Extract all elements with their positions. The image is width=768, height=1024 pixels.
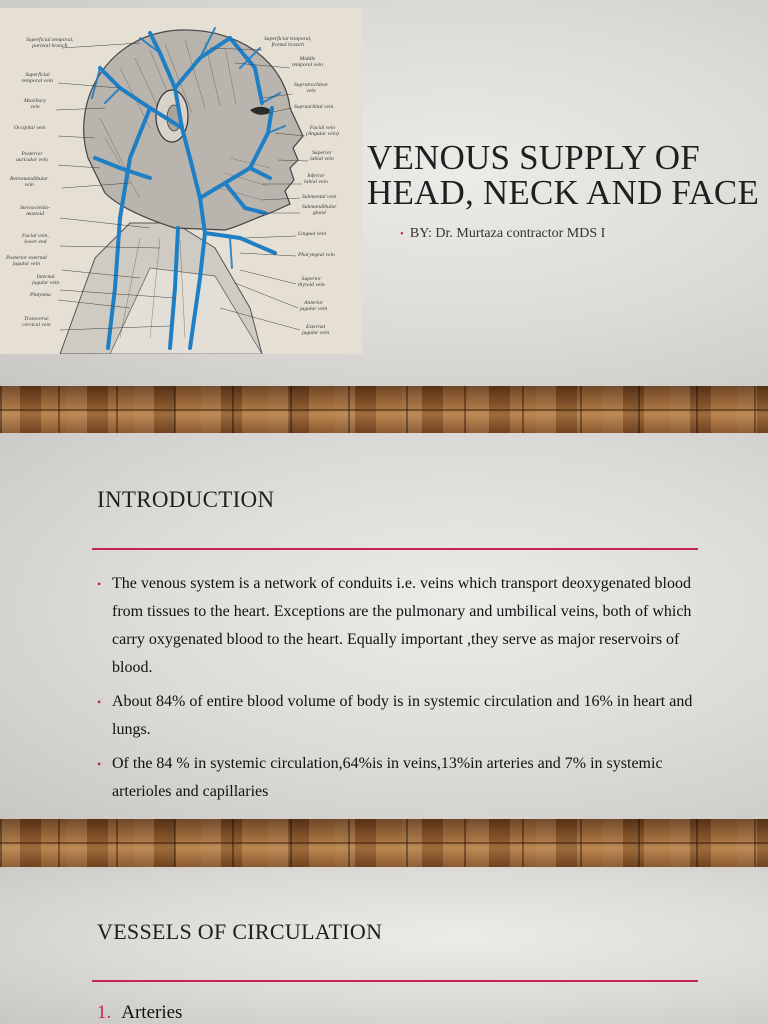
accent-rule: [92, 548, 698, 550]
title-line-2: HEAD, NECK AND FACE: [367, 173, 760, 212]
illus-label: Middle temporal vein: [292, 56, 323, 68]
wood-floor-divider: [0, 386, 768, 433]
list-item: [97, 750, 697, 806]
illus-label: Facial vein (Angular vein): [306, 125, 339, 137]
list-item-text: About 84% of entire blood volume of body is in systemic circulation and 16% in heart and lungs.: [112, 693, 693, 738]
vessels-slide: [0, 867, 768, 1024]
illus-label: Anterior jugular vein: [300, 300, 328, 312]
illus-label: Retromandibular vein: [10, 176, 49, 188]
bullet-icon: •: [97, 695, 102, 709]
bullet-icon: •: [97, 757, 102, 771]
list-item-text: Arteries: [121, 1002, 183, 1023]
list-item-text: The venous system is a network of conduits i.e. veins which transport deoxygenated blood from tissues to the heart. Exceptions are the pulmonary and umbilical veins, both of which carry oxygenated blood to the heart. Equally important ,they serve as major reservoirs of blood.: [112, 575, 692, 676]
illus-label: External jugular vein: [302, 324, 330, 336]
illus-label: Pharyngeal vein: [298, 252, 335, 258]
list-item: [97, 570, 697, 682]
list-item: [97, 1002, 182, 1024]
illus-label: Superficial temporal, frontal branch: [264, 36, 312, 48]
illus-label: Lingual vein: [298, 231, 327, 237]
slide-heading: INTRODUCTION: [97, 487, 275, 512]
illus-label: Superior thyroid vein: [298, 276, 325, 288]
illus-label: Superficial temporal vein: [22, 72, 53, 84]
accent-rule: [92, 980, 698, 982]
illus-label: Inferior labial vein: [304, 173, 328, 185]
list-number: 1.: [97, 1002, 112, 1023]
illus-label: Submandibular gland: [302, 204, 337, 216]
slide-heading: VESSELS OF CIRCULATION: [97, 919, 383, 944]
illus-label: Transverse cervical vein: [22, 316, 51, 328]
illus-label: Maxillary vein: [24, 98, 47, 110]
illus-label: Internal jugular vein: [32, 274, 60, 286]
author-byline: [400, 226, 605, 242]
illus-label: Platysma: [30, 292, 51, 298]
illus-label: Supratrochlear vein: [294, 82, 328, 94]
wood-floor-divider: [0, 819, 768, 867]
bullet-icon: •: [400, 228, 404, 240]
illus-label: Sternocleido- mastoid: [20, 205, 51, 217]
illus-label: Submental vein: [302, 194, 337, 200]
title-line-1: VENOUS SUPPLY OF: [367, 138, 700, 177]
illus-label: Superficial temporal, parietal branch: [26, 37, 74, 49]
illus-label: Supraorbital vein: [294, 104, 334, 110]
illus-label: Posterior auricular vein: [16, 151, 48, 163]
introduction-slide: [0, 433, 768, 819]
list-item: [97, 688, 697, 744]
list-item-text: Of the 84 % in systemic circulation,64%is in veins,13%in arteries and 7% in systemic arterioles and capillaries: [112, 755, 663, 800]
illus-label: Posterior external jugular vein: [6, 255, 47, 267]
numbered-list: [97, 1002, 182, 1024]
illus-label: Occipital vein: [14, 125, 46, 131]
bullet-icon: •: [97, 577, 102, 591]
bullet-list: [97, 570, 697, 812]
byline-text: BY: Dr. Murtaza contractor MDS I: [409, 226, 606, 241]
illus-label: Superior labial vein: [310, 150, 334, 162]
illus-label: Facial vein, lower end: [22, 233, 49, 245]
title-slide: [0, 0, 768, 386]
head-neck-veins-illustration: [0, 8, 362, 354]
slide-title: [367, 140, 768, 210]
